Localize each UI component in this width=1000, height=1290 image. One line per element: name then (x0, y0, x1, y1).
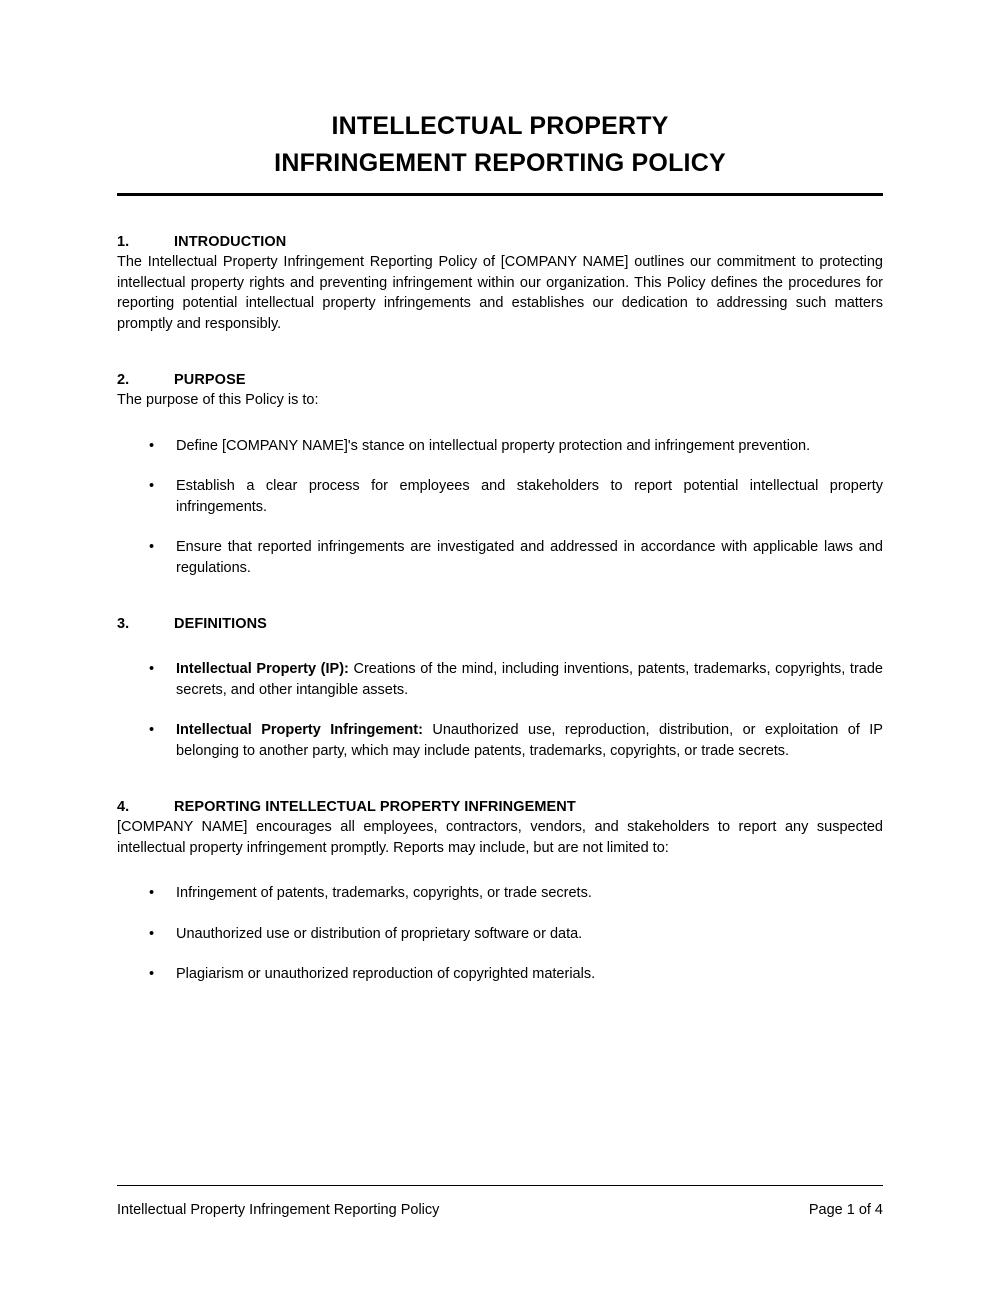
definition-term: Intellectual Property (IP): (176, 661, 349, 677)
bullet-list (117, 436, 883, 579)
list-item (117, 924, 883, 945)
section-label: INTRODUCTION (174, 234, 287, 250)
document-title-line-2: INFRINGEMENT REPORTING POLICY (274, 149, 726, 177)
bullet-list (117, 883, 883, 985)
page-footer (117, 1185, 883, 1220)
footer-divider (117, 1185, 883, 1186)
section-lead-in: [COMPANY NAME] encourages all employees, contractors, vendors, and stakeholders to report any suspected intellectual property infringement promptly. Reports may include, but are not limited to: (117, 819, 883, 856)
list-item-text: Unauthorized use, reproduction, distribution, or exploitation of IP belonging to another party, which may include patents, trademarks, copyrights, or trade secrets. (176, 722, 883, 759)
footer-row (117, 1200, 883, 1220)
document-title-line-1: INTELLECTUAL PROPERTY (331, 112, 669, 140)
section-heading (117, 233, 883, 252)
section-1 (117, 233, 883, 334)
document-body (117, 233, 883, 985)
list-item (117, 436, 883, 457)
list-item (117, 720, 883, 761)
footer-document-name: Intellectual Property Infringement Reporting Policy (117, 1202, 440, 1218)
bullet-point-icon: • (149, 478, 155, 494)
list-item (117, 537, 883, 578)
section-label: DEFINITIONS (174, 616, 267, 632)
bullet-point-icon: • (149, 437, 155, 454)
footer-page-number: Page 1 of 4 (808, 1202, 883, 1218)
list-item-text: Unauthorized use or distribution of proprietary software or data. (176, 925, 583, 942)
document-title-block (117, 0, 883, 196)
list-item (117, 883, 883, 904)
bullet-point-icon: • (149, 722, 155, 738)
section-number: 4. (117, 799, 130, 815)
bullet-point-icon: • (149, 661, 155, 677)
definition-term: Intellectual Property Infringement: (176, 722, 423, 738)
section-3 (117, 615, 883, 761)
title-divider (117, 193, 883, 196)
section-label: PURPOSE (174, 372, 246, 388)
list-item-text: Plagiarism or unauthorized reproduction of copyrighted materials. (176, 966, 596, 982)
list-item-text: Establish a clear process for employees and stakeholders to report potential intellectual property infringements. (176, 478, 883, 515)
list-item (117, 964, 883, 985)
bullet-point-icon: • (149, 925, 155, 942)
bullet-point-icon: • (149, 539, 155, 555)
section-heading (117, 615, 883, 634)
section-paragraph: The Intellectual Property Infringement Reporting Policy of [COMPANY NAME] outlines our commitment to protecting intellectual property rights and preventing infringement within our organization. This Policy defines the procedures for reporting potential intellectual property infringements and establishes our dedication to addressing such matters promptly and responsibly. (117, 254, 883, 332)
section-number: 1. (117, 234, 130, 250)
section-lead-in: The purpose of this Policy is to: (117, 392, 319, 408)
list-item-text: Define [COMPANY NAME]'s stance on intellectual property protection and infringement prevention. (176, 437, 811, 454)
list-item (117, 659, 883, 700)
list-item (117, 476, 883, 517)
list-item-text: Ensure that reported infringements are investigated and addressed in accordance with applicable laws and regulations. (176, 539, 883, 576)
section-heading (117, 798, 883, 817)
section-number: 3. (117, 616, 130, 632)
section-4 (117, 798, 883, 985)
section-number: 2. (117, 372, 130, 388)
list-item-text: Infringement of patents, trademarks, copyrights, or trade secrets. (176, 885, 592, 901)
section-2 (117, 371, 883, 578)
section-heading (117, 371, 883, 390)
section-label: REPORTING INTELLECTUAL PROPERTY INFRINGEMENT (174, 799, 576, 815)
list-item-text: Creations of the mind, including inventions, patents, trademarks, copyrights, trade secrets, and other intangible assets. (176, 661, 883, 698)
bullet-point-icon: • (149, 885, 155, 901)
bullet-list (117, 659, 883, 761)
bullet-point-icon: • (149, 966, 155, 982)
